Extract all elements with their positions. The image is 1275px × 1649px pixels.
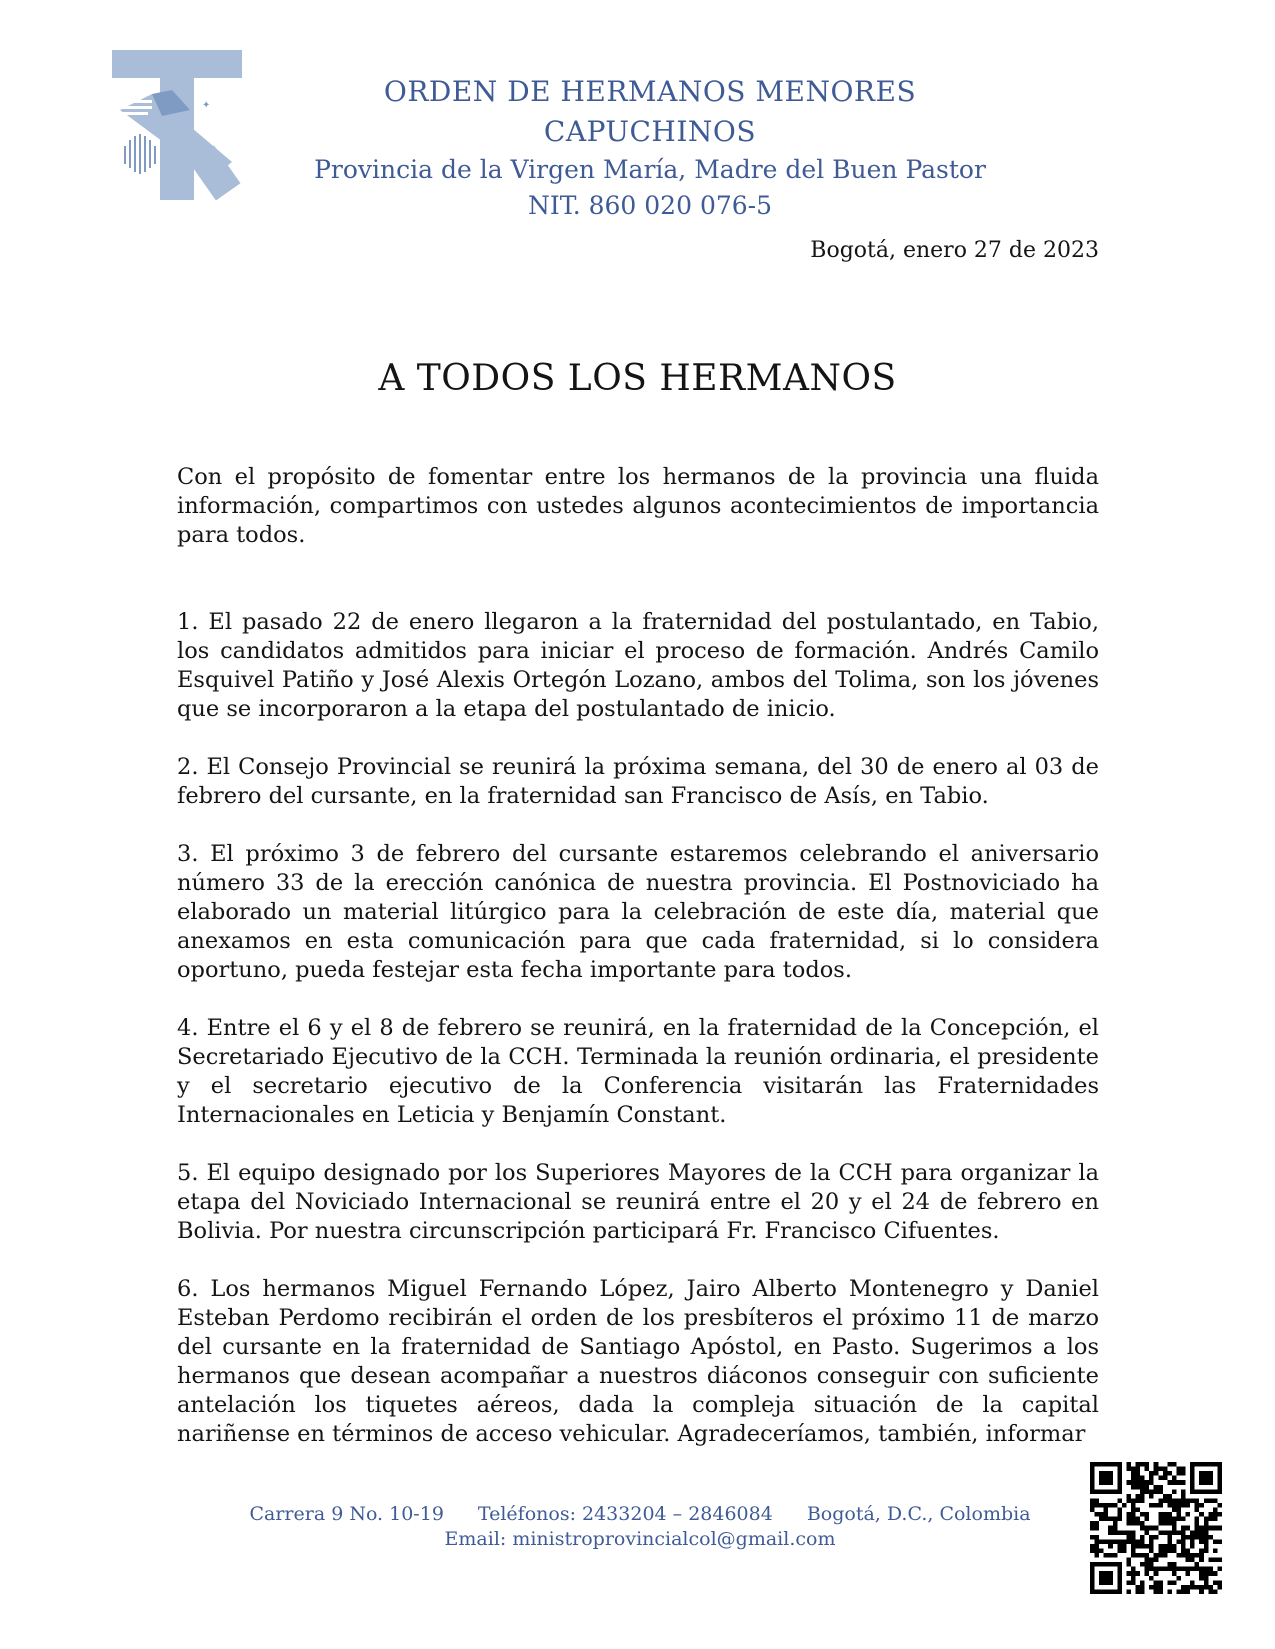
list-item: 5. El equipo designado por los Superiores Mayores de la CCH para organizar la etapa del Noviciado Internacional se reunirá entre el 20 y el 24 de febrero en Bolivia. Por nuestra circunscripción participará Fr. Francisco Cifuentes.: [177, 1160, 1099, 1244]
letter-footer: [230, 1502, 1050, 1552]
footer-email: Email: ministroprovincialcol@gmail.com: [444, 1528, 836, 1550]
list-item: 6. Los hermanos Miguel Fernando López, Jairo Alberto Montenegro y Daniel Esteban Perdomo recibirán el orden de los presbíteros el próximo 11 de marzo del cursante en la fraternidad de Santiago Apóstol, en Pasto. Sugerimos a los hermanos que desean acompañar a nuestros diáconos conseguir con suficiente antelación los tiquetes aéreos, dada la compleja situación de la capital nariñense en términos de acceso vehicular. Agradeceríamos, también, informar: [177, 1276, 1099, 1447]
svg-text:✦: ✦: [202, 100, 211, 111]
letterhead: [280, 72, 1020, 224]
list-item: 4. Entre el 6 y el 8 de febrero se reunirá, en la fraternidad de la Concepción, el Secretariado Ejecutivo de la CCH. Terminada la reunión ordinaria, el presidente y el secretario ejecutivo de la Conferencia visitarán las Fraternidades Internacionales en Leticia y Benjamín Constant.: [177, 1015, 1099, 1128]
nit-number: NIT. 860 020 076-5: [527, 191, 773, 220]
list-item: 1. El pasado 22 de enero llegaron a la fraternidad del postulantado, en Tabio, los candidatos admitidos para iniciar el proceso de formación. Andrés Camilo Esquivel Patiño y José Alexis Ortegón Lozano, ambos del Tolima, son los jóvenes que se incorporaron a la etapa del postulantado de inicio.: [177, 609, 1099, 722]
letter-date: Bogotá, enero 27 de 2023: [810, 238, 1099, 263]
footer-contact-line: [230, 1502, 1050, 1527]
footer-address: Carrera 9 No. 10-19: [249, 1503, 444, 1525]
footer-phones: Teléfonos: 2433204 – 2846084: [477, 1503, 773, 1525]
list-item: 2. El Consejo Provincial se reunirá la próxima semana, del 30 de enero al 03 de febrero del cursante, en la fraternidad san Francisco de Asís, en Tabio.: [177, 754, 1099, 809]
footer-city: Bogotá, D.C., Colombia: [806, 1503, 1031, 1525]
qr-code[interactable]: [1090, 1462, 1222, 1594]
intro-paragraph: Con el propósito de fomentar entre los hermanos de la provincia una fluida información, compartimos con ustedes algunos acontecimientos de importancia para todos.: [177, 464, 1099, 548]
province-name: Provincia de la Virgen María, Madre del Buen Pastor: [314, 155, 986, 184]
list-item: 3. El próximo 3 de febrero del cursante estaremos celebrando el aniversario número 33 de la erección canónica de nuestra provincia. El Postnoviciado ha elaborado un material litúrgico para la celebración de este día, material que anexamos en esta comunicación para que cada fraternidad, si lo considera oportuno, pueda festejar esta fecha importante para todos.: [177, 841, 1099, 983]
letter-body: [177, 463, 1099, 1478]
capuchin-tau-logo: [112, 50, 252, 210]
org-name: ORDEN DE HERMANOS MENORES CAPUCHINOS: [383, 75, 917, 148]
letter-title: A TODOS LOS HERMANOS: [378, 358, 897, 399]
